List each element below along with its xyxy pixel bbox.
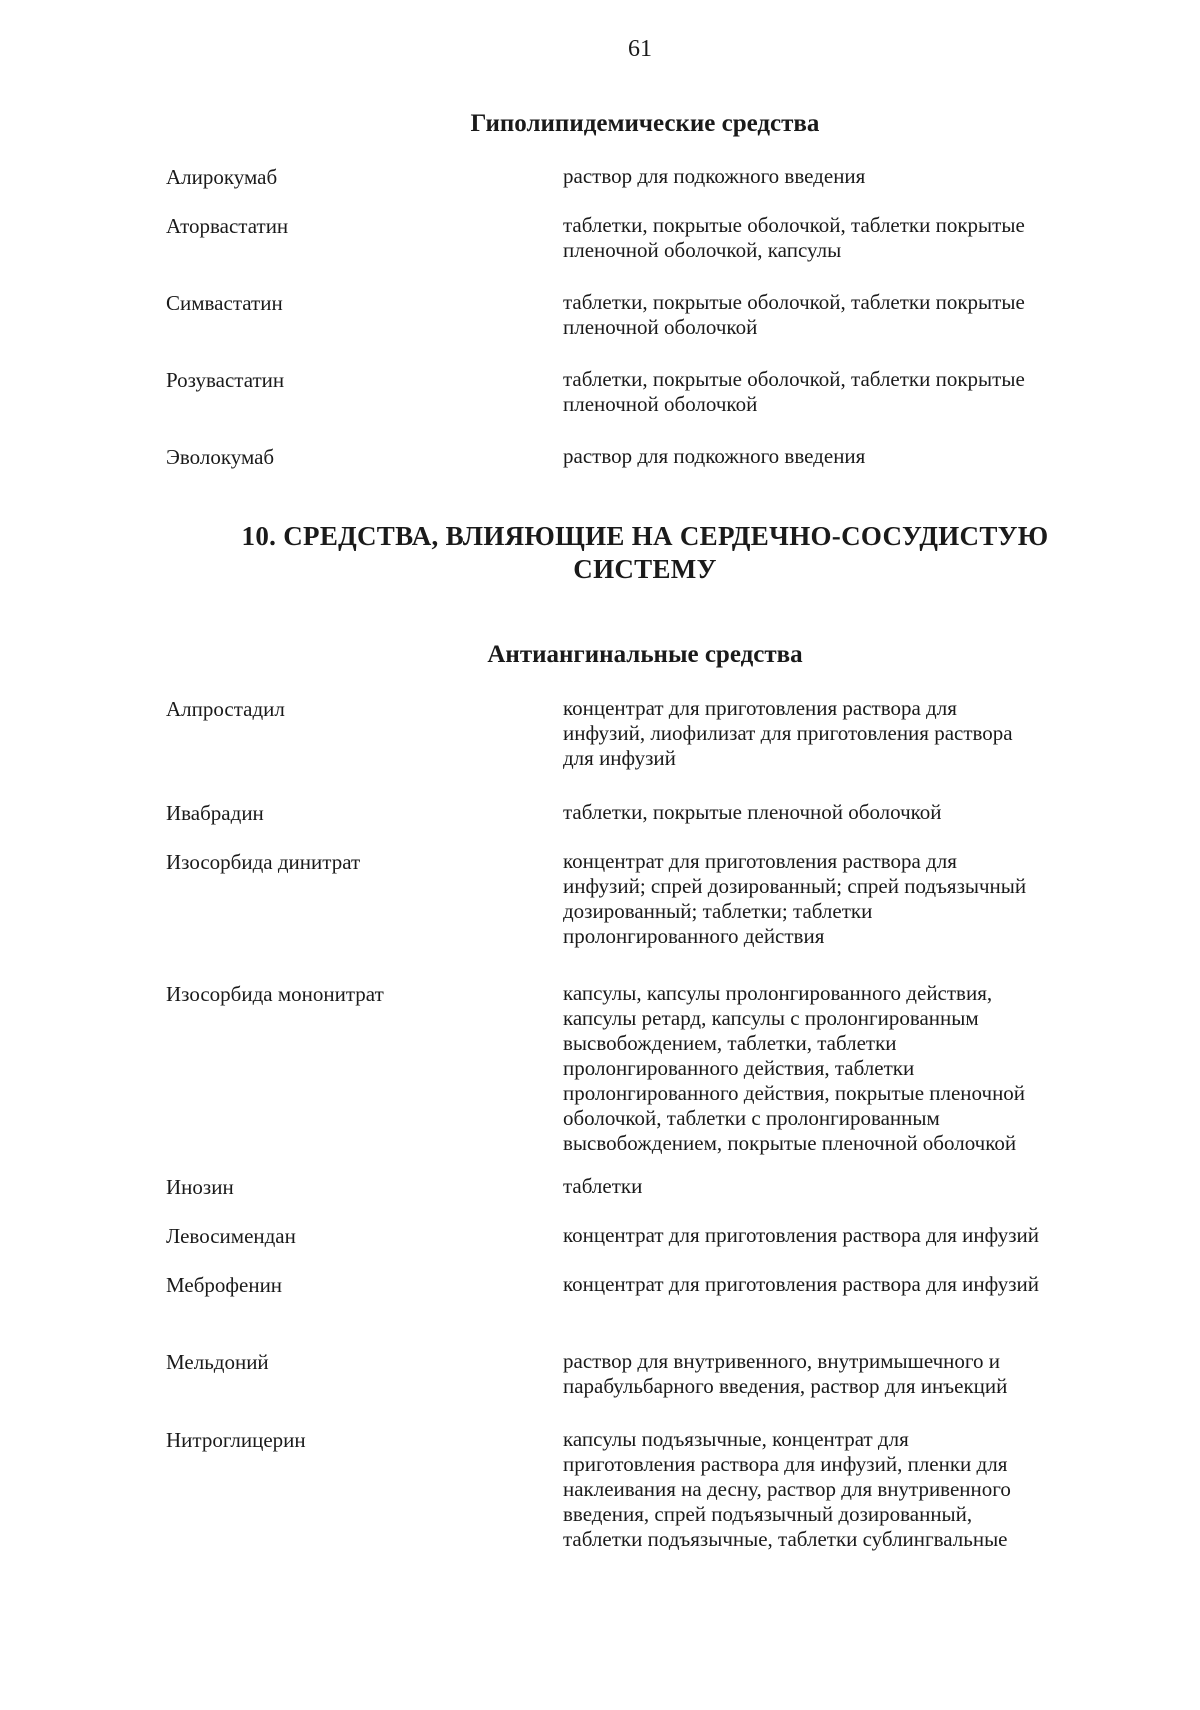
drug-form: концентрат для приготовления раствора для инфузий xyxy=(563,1272,1039,1296)
drug-name: Нитроглицерин xyxy=(166,1428,306,1452)
drug-form: таблетки, покрытые оболочкой, таблетки покрытые пленочной оболочкой, капсулы xyxy=(563,213,1025,262)
drug-form: раствор для подкожного введения xyxy=(563,444,866,468)
drug-form: таблетки xyxy=(563,1174,643,1198)
drug-name: Мельдоний xyxy=(166,1350,269,1374)
drug-name: Симвастатин xyxy=(166,291,283,315)
drug-name: Изосорбида мононитрат xyxy=(166,982,384,1006)
drug-name: Левосимендан xyxy=(166,1224,296,1248)
drug-name: Эволокумаб xyxy=(166,445,275,469)
section-heading-line2: СИСТЕМУ xyxy=(573,554,717,584)
drug-form: капсулы подъязычные, концентрат для приготовления раствора для инфузий, пленки для наклеивания на десну, раствор для внутривенного введения, спрей подъязычный дозированный, таблетки подъязычные, таблетки сублингвальные xyxy=(563,1427,1011,1551)
drug-name: Алпростадил xyxy=(166,697,285,721)
drug-form: концентрат для приготовления раствора для инфузий xyxy=(563,1223,1039,1247)
drug-form: концентрат для приготовления раствора для инфузий, лиофилизат для приготовления раствора для инфузий xyxy=(563,696,1013,770)
drug-name: Ивабрадин xyxy=(166,801,264,825)
page-number: 61 xyxy=(628,36,652,62)
drug-form: таблетки, покрытые оболочкой, таблетки покрытые пленочной оболочкой xyxy=(563,367,1025,416)
drug-form: раствор для внутривенного, внутримышечного и парабульбарного введения, раствор для инъекций xyxy=(563,1349,1008,1398)
section-heading-line1: 10. СРЕДСТВА, ВЛИЯЮЩИЕ НА СЕРДЕЧНО-СОСУДИСТУЮ xyxy=(241,521,1049,551)
drug-form: капсулы, капсулы пролонгированного действия, капсулы ретард, капсулы с пролонгированным высвобождением, таблетки, таблетки пролонгированного действия, таблетки пролонгированного действия, покрытые пленочной оболочкой, таблетки с пролонгированным высвобождением, покрытые пленочной оболочкой xyxy=(563,981,1026,1155)
drug-name: Меброфенин xyxy=(166,1273,283,1297)
drug-name: Инозин xyxy=(166,1175,234,1199)
drug-name: Аторвастатин xyxy=(166,214,289,238)
drug-form: таблетки, покрытые оболочкой, таблетки покрытые пленочной оболочкой xyxy=(563,290,1025,339)
drug-name: Изосорбида динитрат xyxy=(166,850,361,874)
drug-form: концентрат для приготовления раствора для инфузий; спрей дозированный; спрей подъязычный дозированный; таблетки; таблетки пролонгированного действия xyxy=(563,849,1027,948)
drug-name: Алирокумаб xyxy=(166,165,278,189)
drug-form: таблетки, покрытые пленочной оболочкой xyxy=(563,800,942,824)
antianginal-section-title: Антиангинальные средства xyxy=(487,641,803,668)
drug-form: раствор для подкожного введения xyxy=(563,164,866,188)
drug-name: Розувастатин xyxy=(166,368,285,392)
lipid-section-title: Гиполипидемические средства xyxy=(470,110,820,137)
